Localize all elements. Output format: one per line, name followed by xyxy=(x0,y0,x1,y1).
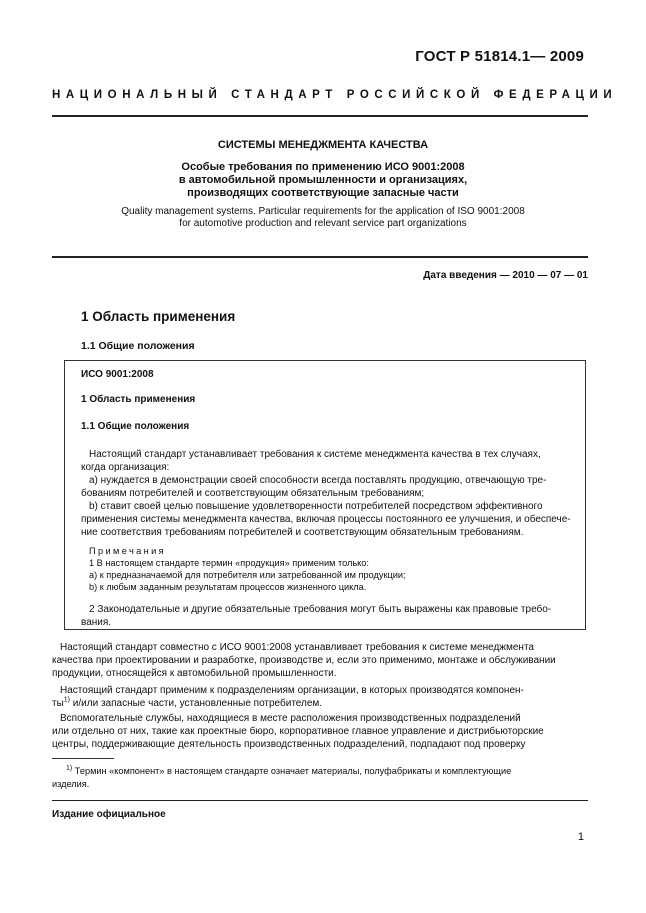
quote-heading: 1 Область применения xyxy=(81,394,196,405)
footnote-mark: 1) xyxy=(66,764,73,772)
introduction-date: Дата введения — 2010 — 07 — 01 xyxy=(423,270,588,281)
national-standard-banner: НАЦИОНАЛЬНЫЙ СТАНДАРТ РОССИЙСКОЙ ФЕДЕРАЦИИ xyxy=(52,89,618,101)
top-divider xyxy=(52,115,588,117)
body-paragraph-3: Вспомогательные службы, находящиеся в месте расположения производственных подразделений или отдельно от них, такие как проектные бюро, корпоративное главное управление и дистрибьюторские центры, поддерживающие деятельность производственных подразделений, подпадают под проверку xyxy=(52,713,544,750)
gost-number: ГОСТ Р 51814.1— 2009 xyxy=(415,48,584,65)
quote-note-2: 2 Законодательные и другие обязательные требования могут быть выражены как правовые требо- вания. xyxy=(81,604,552,628)
body-paragraph-1: Настоящий стандарт совместно с ИСО 9001:2008 устанавливает требования к системе менеджмента качества при проектировании и разработке, производстве и, если это применимо, монтаже и обслуживании продукции, относящейся к автомобильной промышленности. xyxy=(52,642,556,679)
footnote: $^{1)}$ Термин «компонент» в настоящем стандарте означает материалы, полуфабрикаты и комплектующие изделия. xyxy=(52,764,512,789)
footnote-divider xyxy=(52,758,114,759)
document-subtitle: Особые требования по применению ИСО 9001:2008 в автомобильной промышленности и организациях, производящих соответствующие запасные части xyxy=(178,161,468,199)
page-number: 1 xyxy=(577,831,584,843)
section-heading: 1 Область применения xyxy=(81,309,236,324)
quote-subheading: 1.1 Общие положения xyxy=(81,421,190,432)
title-divider xyxy=(52,256,588,258)
footer-divider xyxy=(52,800,588,801)
section-subheading: 1.1 Общие положения xyxy=(81,340,195,352)
document-title: СИСТЕМЫ МЕНЕДЖМЕНТА КАЧЕСТВА xyxy=(217,139,429,151)
quote-source: ИСО 9001:2008 xyxy=(81,369,154,380)
document-title-english: Quality management systems. Particular requirements for the application of ISO 9001:2008 for automotive production and relevant service part organizations xyxy=(121,206,525,229)
quote-notes: Примечания 1 В настоящем стандарте термин «продукция» применим только: а) к предназначаемой для потребителя или затребованной им продукции; b) к любым заданным результатам процессов жизненного цикла. xyxy=(89,546,406,592)
edition-label: Издание официальное xyxy=(52,809,166,820)
quote-paragraph: Настоящий стандарт устанавливает требования к системе менеджмента качества в тех случаях, когда организация: а) нуждается в демонстрации своей способности всегда поставлять продукцию, отвечающую тре- бованиям потребителей и соответствующим обязательным требованиям; b) ставит своей целью повышение удовлетворенности потребителей посредством эффективного применения системы менеджмента качества, включая процессы постоянного ее улучшения, и обеспече- ние соответствия требованиям потребителей и соответствующим обязательным требованиям. xyxy=(81,449,571,538)
body-paragraph-2: Настоящий стандарт применим к подразделениям организации, в которых производятся компонен- $ты^{1)}$ и/или запасные части, установленные потребителем. xyxy=(52,685,524,709)
footnote-ref: 1) xyxy=(63,696,71,704)
